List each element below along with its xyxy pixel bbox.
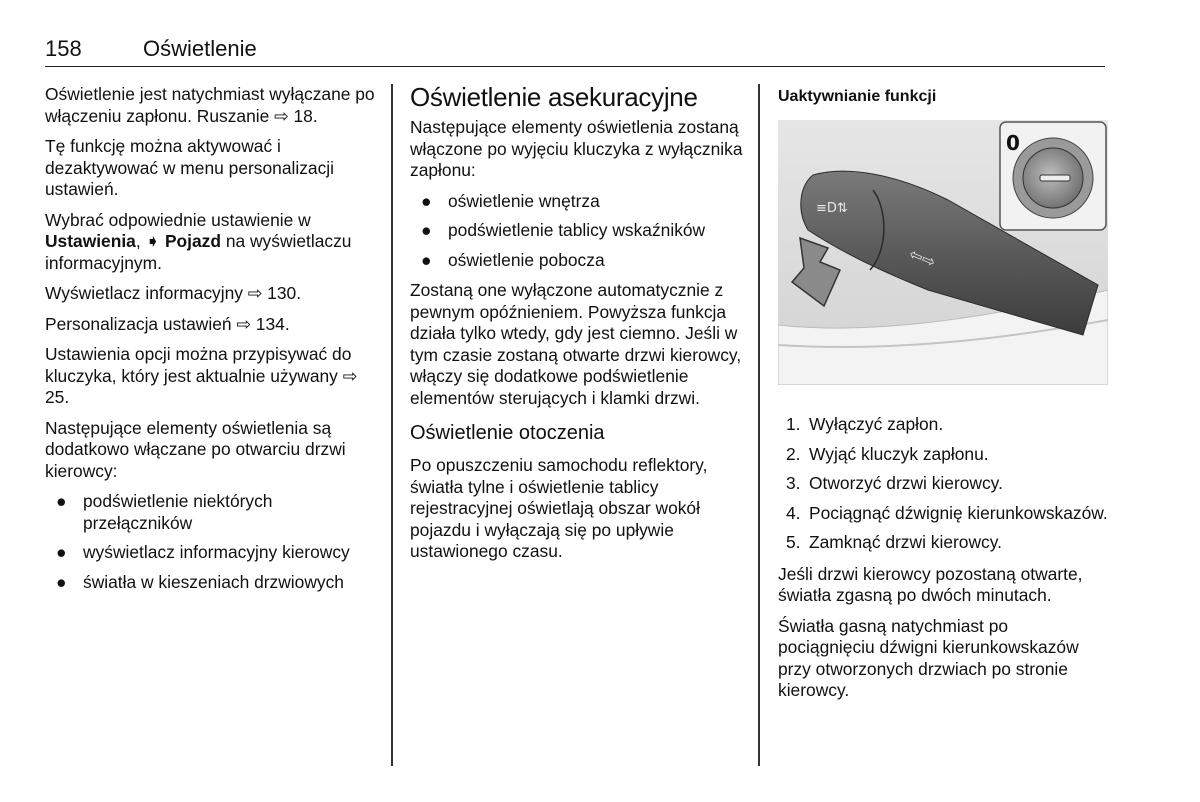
step-item <box>778 414 1108 436</box>
paragraph: Wyświetlacz informacyjny ⇨ 130. <box>45 283 302 303</box>
menu-term-vehicle: Pojazd <box>164 231 221 251</box>
list-item-text: wyświetlacz informacyjny kierowcy <box>83 542 350 562</box>
running-title: Oświetlenie <box>143 36 257 61</box>
paragraph: Ustawienia opcji można przypisywać do kluczyka, który jest aktualnie używany ⇨ 25. <box>45 344 358 407</box>
bullet: ● <box>56 571 67 592</box>
column-right <box>778 84 1108 711</box>
page-header <box>45 36 1105 67</box>
list-item-text: oświetlenie wnętrza <box>448 190 600 211</box>
list-item <box>45 542 375 564</box>
list-item <box>45 491 375 534</box>
list-item <box>410 220 745 242</box>
subsection-heading: Uaktywnianie funkcji <box>778 88 937 105</box>
paragraph: Następujące elementy oświetlenia są dodatkowo włączane po otwarciu drzwi kierowcy: <box>45 417 346 481</box>
ignition-position-label: 0 <box>1006 130 1020 155</box>
paragraph: Oświetlenie jest natychmiast wyłączane po włączeniu zapłonu. Ruszanie ⇨ 18. <box>45 84 375 126</box>
page-number: 158 <box>45 36 82 61</box>
list-item <box>410 191 745 213</box>
bullet-list <box>410 191 745 272</box>
text: na wyświetlaczu informacyjnym. <box>45 231 352 273</box>
list-item <box>45 572 375 594</box>
bullet: ● <box>421 190 432 211</box>
bullet: ● <box>421 249 432 270</box>
paragraph: Po opuszczeniu samochodu reflektory, światła tylne i oświetlenie tablicy rejestracyjnej oświetlają obszar wokół pojazdu i wyłączają się po upływie ustawionego czasu. <box>410 455 708 561</box>
paragraph: Światła gasną natychmiast po pociągnięciu dźwigni kierunkowskazów przy otworzonych drzwiach po stronie kierowcy. <box>778 615 1079 700</box>
turn-signal-lever-figure <box>778 120 1108 385</box>
text: , ➧ <box>135 231 165 251</box>
step-text: Zamknąć drzwi kierowcy. <box>809 532 1002 552</box>
lever-light-symbol: ≡D⇅ <box>816 200 848 216</box>
step-number: 1. <box>786 414 801 434</box>
step-text: Otworzyć drzwi kierowcy. <box>809 473 1003 493</box>
bullet-list <box>45 491 375 593</box>
bullet: ● <box>56 491 67 511</box>
column-middle <box>410 84 745 572</box>
step-item <box>778 473 1108 495</box>
list-item-text: oświetlenie pobocza <box>448 249 605 270</box>
paragraph: Tę funkcję można aktywować i dezaktywować w menu personalizacji ustawień. <box>45 136 335 199</box>
steps-list <box>778 414 1108 554</box>
list-item-text: światła w kieszeniach drzwiowych <box>83 571 344 592</box>
step-number: 2. <box>786 443 801 464</box>
menu-term-settings: Ustawienia <box>45 231 136 251</box>
step-number: 4. <box>786 502 801 523</box>
list-item-text: podświetlenie niektórych przełączników <box>83 491 273 533</box>
column-divider <box>391 84 393 766</box>
paragraph: Personalizacja ustawień ⇨ 134. <box>45 313 290 334</box>
step-item <box>778 503 1108 525</box>
step-item <box>778 444 1108 466</box>
step-number: 5. <box>786 532 801 552</box>
lever-turn-symbol: ⇦⇨ <box>906 243 939 272</box>
key-slot-icon <box>1040 175 1070 181</box>
paragraph: Następujące elementy oświetlenia zostaną włączone po wyjęciu kluczyka z wyłącznika zapłonu: <box>410 117 743 180</box>
step-text: Wyjąć kluczyk zapłonu. <box>809 443 989 464</box>
step-item <box>778 532 1108 554</box>
step-text: Wyłączyć zapłon. <box>809 414 944 434</box>
step-text: Pociągnąć dźwignię kierunkowskazów. <box>809 502 1108 523</box>
section-heading: Oświetlenie asekuracyjne <box>410 82 698 112</box>
step-number: 3. <box>786 473 801 493</box>
paragraph: Jeśli drzwi kierowcy pozostaną otwarte, światła zgasną po dwóch minutach. <box>778 563 1083 605</box>
text: Wybrać odpowiednie ustawienie w <box>45 209 311 230</box>
paragraph <box>45 210 375 275</box>
bullet: ● <box>421 220 432 240</box>
paragraph: Zostaną one wyłączone automatycznie z pewnym opóźnieniem. Powyższa funkcja działa tylko wtedy, gdy jest ciemno. Jeśli w tym czasie zostaną otwarte drzwi kierowcy, włączy się dodatkowe podświetlenie elementów sterujących i klamki drzwi. <box>410 280 742 408</box>
list-item-text: podświetlenie tablicy wskaźników <box>448 220 706 240</box>
bullet: ● <box>56 542 67 562</box>
column-divider <box>758 84 760 766</box>
column-left <box>45 84 375 602</box>
subsection-heading: Oświetlenie otoczenia <box>410 422 605 444</box>
list-item <box>410 250 745 272</box>
